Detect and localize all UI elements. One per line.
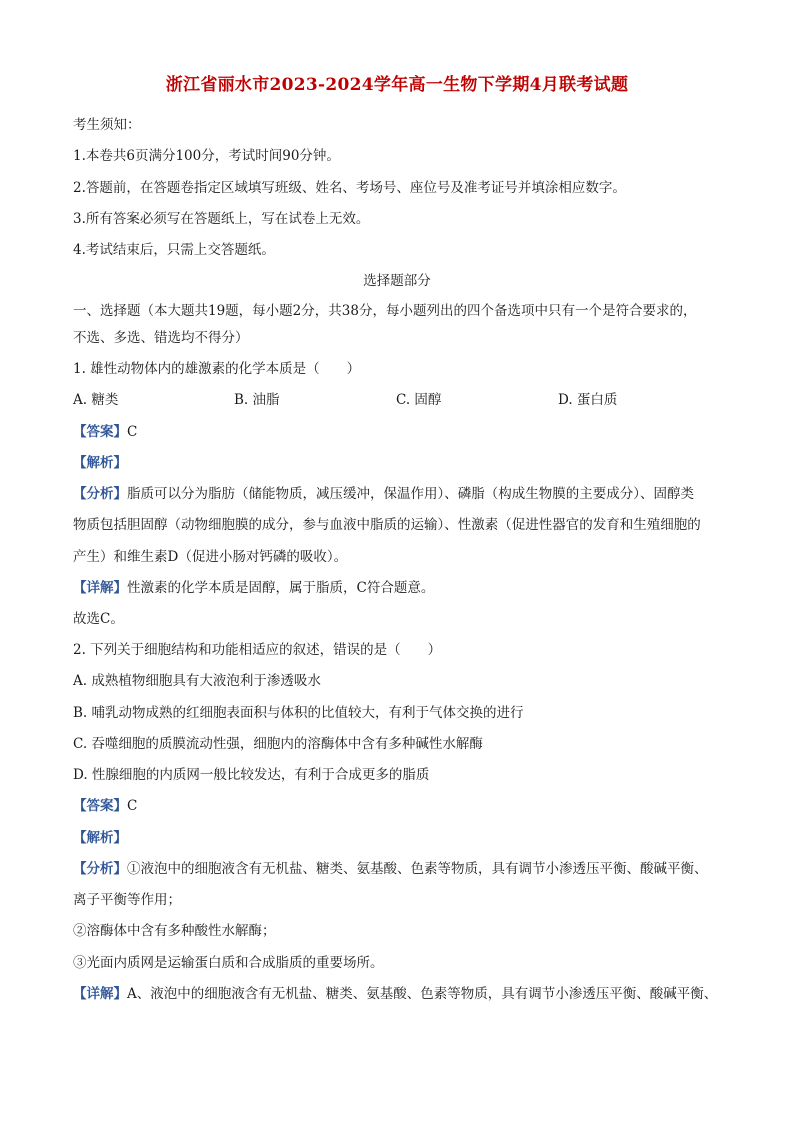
question-2-stem: 2. 下列关于细胞结构和功能相适应的叙述，错误的是（ ）: [73, 642, 442, 658]
notice-item: 1.本卷共6页满分100分，考试时间90分钟。: [73, 148, 340, 164]
fenxi-label: 【分析】: [73, 861, 127, 877]
q1-answer: C: [127, 424, 138, 440]
q2-fenxi-text: ①液泡中的细胞液含有无机盐、糖类、氨基酸、色素等物质，具有调节小渗透压平衡、酸碱平衡、: [127, 861, 708, 877]
q1-analysis-label: [73, 454, 127, 472]
xiangjie-label: 【详解】: [73, 580, 127, 596]
q2-option-d: D. 性腺细胞的内质网一般比较发达，有利于合成更多的脂质: [73, 767, 430, 783]
q1-xiangjie-line: [73, 579, 434, 597]
section-intro-line: 不选、多选、错选均不得分）: [73, 330, 249, 346]
notice-item: 3.所有答案必须写在答题纸上，写在试卷上无效。: [73, 211, 370, 227]
q1-fenxi-line: [73, 485, 694, 503]
analysis-label: 【解析】: [73, 830, 127, 846]
notice-item: 4.考试结束后，只需上交答题纸。: [73, 242, 275, 258]
q1-conclusion: 故选C。: [73, 611, 124, 627]
q2-fenxi-text: ②溶酶体中含有多种酸性水解酶；: [73, 923, 276, 939]
q2-fenxi-text: ③光面内质网是运输蛋白质和合成脂质的重要场所。: [73, 955, 384, 971]
q2-fenxi-line: [73, 860, 708, 878]
q1-fenxi-text: 物质包括胆固醇（动物细胞膜的成分，参与血液中脂质的运输）、性激素（促进性器官的发育和生殖细胞的: [73, 517, 701, 533]
answer-label: 【答案】: [73, 424, 127, 440]
q2-analysis-label: [73, 829, 127, 847]
fenxi-label: 【分析】: [73, 486, 127, 502]
q2-option-b: B. 哺乳动物成熟的红细胞表面积与体积的比值较大，有利于气体交换的进行: [73, 705, 524, 721]
xiangjie-label: 【详解】: [73, 986, 127, 1002]
q1-option-c: C. 固醇: [396, 392, 442, 408]
question-1-stem: 1. 雄性动物体内的雄激素的化学本质是（ ）: [73, 361, 361, 377]
q2-option-a: A. 成熟植物细胞具有大液泡利于渗透吸水: [73, 673, 321, 689]
q1-answer-line: [73, 423, 137, 441]
q1-fenxi-text: 产生）和维生素D（促进小肠对钙磷的吸收）。: [73, 549, 348, 565]
q2-fenxi-text: 离子平衡等作用；: [73, 892, 181, 908]
q2-answer: C: [127, 798, 138, 814]
q1-option-a: A. 糖类: [73, 392, 119, 408]
section-title: 选择题部分: [363, 273, 431, 289]
notice-heading: 考生须知：: [73, 117, 141, 133]
notice-item: 2.答题前，在答题卷指定区域填写班级、姓名、考场号、座位号及准考证号并填涂相应数字。: [73, 180, 626, 196]
q1-option-d: D. 蛋白质: [558, 392, 618, 408]
q2-xiangjie-text: A、液泡中的细胞液含有无机盐、糖类、氨基酸、色素等物质，具有调节小渗透压平衡、酸碱平衡、: [127, 986, 718, 1002]
analysis-label: 【解析】: [73, 455, 127, 471]
q2-option-c: C. 吞噬细胞的质膜流动性强，细胞内的溶酶体中含有多种碱性水解酶: [73, 736, 483, 752]
q2-answer-line: [73, 797, 137, 815]
answer-label: 【答案】: [73, 798, 127, 814]
q1-xiangjie-text: 性激素的化学本质是固醇，属于脂质，C符合题意。: [127, 580, 435, 596]
q1-fenxi-text: 脂质可以分为脂肪（储能物质，减压缓冲，保温作用）、磷脂（构成生物膜的主要成分）、固醇类: [127, 486, 694, 502]
q1-option-b: B. 油脂: [234, 392, 280, 408]
section-intro-line: 一、选择题（本大题共19题，每小题2分，共38分，每小题列出的四个备选项中只有一个是符合要求的，: [73, 303, 697, 319]
page-title: 浙江省丽水市2023-2024学年高一生物下学期4月联考试题: [165, 75, 629, 95]
q2-xiangjie-line: [73, 985, 717, 1003]
